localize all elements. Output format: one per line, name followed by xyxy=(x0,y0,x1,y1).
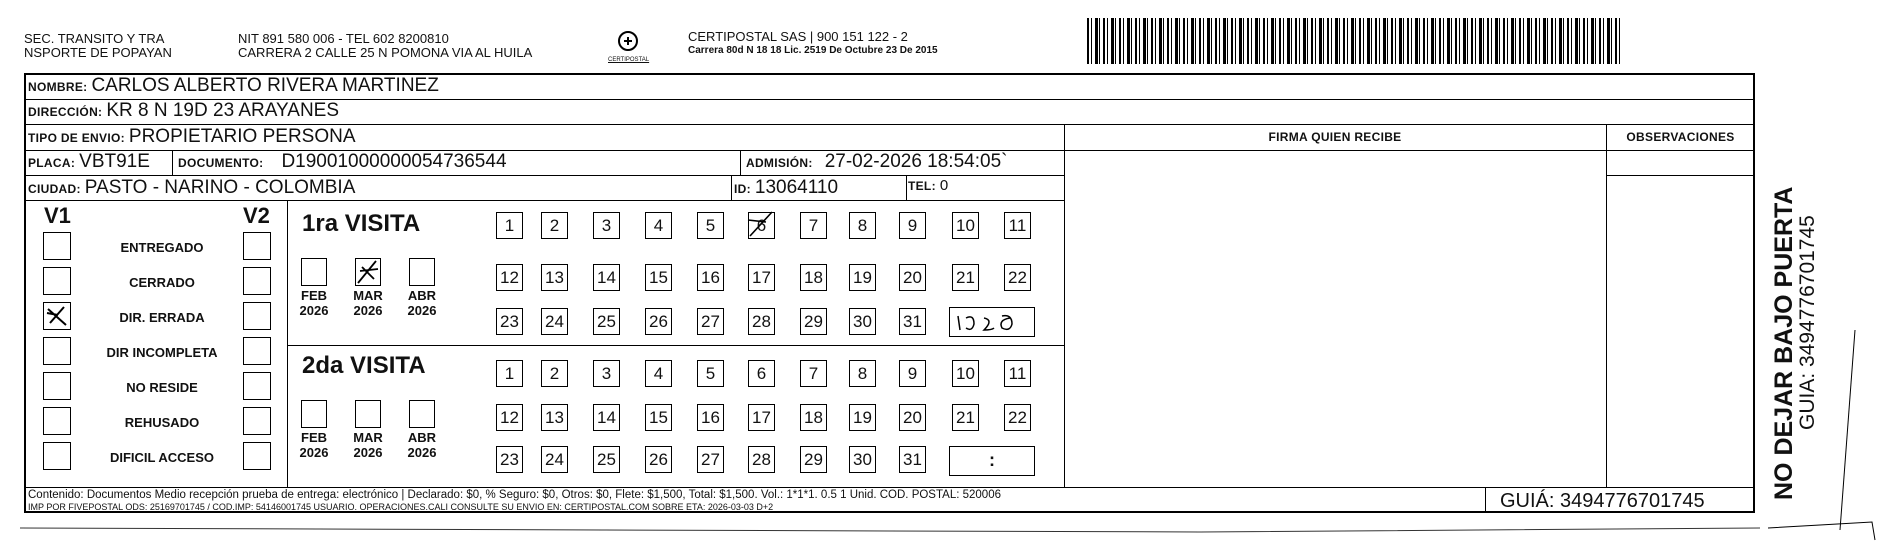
reason-label: DIR. ERRADA xyxy=(119,310,205,325)
tel-field: TEL: 0 xyxy=(908,177,949,194)
month-year: 2026 xyxy=(299,445,329,460)
day-box[interactable]: 26 xyxy=(645,446,672,473)
day-box[interactable]: 5 xyxy=(697,360,724,387)
observaciones-header: OBSERVACIONES xyxy=(1626,130,1735,144)
day-box[interactable]: 22 xyxy=(1004,404,1031,431)
sender-name: SEC. TRANSITO Y TRA NSPORTE DE POPAYAN xyxy=(24,31,172,60)
day-box[interactable]: 17 xyxy=(748,264,775,291)
day-box[interactable]: 14 xyxy=(593,404,620,431)
v2-header: V2 xyxy=(243,203,270,228)
day-box[interactable]: 29 xyxy=(800,446,827,473)
month-year: 2026 xyxy=(353,445,383,460)
day-box[interactable]: 27 xyxy=(697,446,724,473)
day-box[interactable]: 7 xyxy=(800,360,827,387)
footer-guia: GUIÁ: 3494776701745 xyxy=(1500,490,1705,512)
day-box[interactable]: 11 xyxy=(1004,212,1031,239)
day-box[interactable]: 31 xyxy=(899,446,926,473)
day-box[interactable]: 8 xyxy=(849,212,876,239)
day-box[interactable]: 6 xyxy=(748,360,775,387)
day-box[interactable]: 3 xyxy=(593,360,620,387)
second-visit-time-box[interactable]: : xyxy=(949,446,1035,476)
day-box[interactable]: 17 xyxy=(748,404,775,431)
day-box[interactable]: 27 xyxy=(697,308,724,335)
day-box[interactable]: 26 xyxy=(645,308,672,335)
placa-field: PLACA: VBT91E xyxy=(28,151,150,172)
nombre-field: NOMBRE: CARLOS ALBERTO RIVERA MARTINEZ xyxy=(28,75,439,96)
day-box[interactable]: 21 xyxy=(952,404,979,431)
footer-content-line: Contenido: Documentos Medio recepción prueba de entrega: electrónico | Declarado: $0, % Seguro: $0, Otros: $0, Flete: $1,500, Total: $1,500. Vol.: 1*1*1. 0.5 1 Unid. COD. POSTAL: 520006 xyxy=(28,489,1001,501)
side-guia: GUIA: 3494776701745 xyxy=(1796,215,1819,430)
reason-label: NO RESIDE xyxy=(126,380,198,395)
month-name: ABR xyxy=(407,430,437,445)
month-name: FEB xyxy=(301,288,327,303)
day-box[interactable]: 1 xyxy=(496,212,523,239)
day-box[interactable]: 13 xyxy=(541,264,568,291)
day-box[interactable]: 10 xyxy=(952,360,979,387)
day-box[interactable]: 6 xyxy=(748,212,775,239)
no-dejar-bajo-puerta: NO DEJAR BAJO PUERTA xyxy=(1770,186,1798,500)
day-box[interactable]: 25 xyxy=(593,308,620,335)
admision-field: ADMISIÓN: 27-02-2026 18:54:05` xyxy=(746,151,1008,172)
reason-label: CERRADO xyxy=(129,275,195,290)
day-box[interactable]: 13 xyxy=(541,404,568,431)
sender-contact: NIT 891 580 006 - TEL 602 8200810 CARRERA 2 CALLE 25 N POMONA VIA AL HUILA xyxy=(238,31,533,60)
day-box[interactable]: 18 xyxy=(800,404,827,431)
reason-label: DIFICIL ACCESO xyxy=(109,450,214,465)
first-visit-title: 1ra VISITA xyxy=(302,210,421,237)
reason-label: DIR INCOMPLETA xyxy=(106,345,218,360)
day-box[interactable]: 16 xyxy=(697,404,724,431)
day-box[interactable]: 28 xyxy=(748,446,775,473)
day-box[interactable]: 23 xyxy=(496,446,523,473)
certipostal-logo: CERTIPOSTAL xyxy=(608,30,648,63)
month-name: MAR xyxy=(353,430,383,445)
day-box[interactable]: 9 xyxy=(899,360,926,387)
day-box[interactable]: 24 xyxy=(541,308,568,335)
day-box[interactable]: 22 xyxy=(1004,264,1031,291)
id-field: ID: 13064110 xyxy=(734,177,839,198)
reason-label: ENTREGADO xyxy=(120,240,204,255)
second-visit-title: 2da VISITA xyxy=(302,352,426,379)
day-box[interactable]: 4 xyxy=(645,212,672,239)
day-box[interactable]: 3 xyxy=(593,212,620,239)
day-box[interactable]: 4 xyxy=(645,360,672,387)
month-year: 2026 xyxy=(299,303,329,318)
day-box[interactable]: 25 xyxy=(593,446,620,473)
ciudad-field: CIUDAD: PASTO - NARINO - COLOMBIA xyxy=(28,177,356,198)
day-box[interactable]: 11 xyxy=(1004,360,1031,387)
month-year: 2026 xyxy=(353,303,383,318)
tipo-envio-field: TIPO DE ENVIO: PROPIETARIO PERSONA xyxy=(28,126,356,147)
day-box[interactable]: 30 xyxy=(849,446,876,473)
day-box[interactable]: 10 xyxy=(952,212,979,239)
day-box[interactable]: 19 xyxy=(849,404,876,431)
day-box[interactable]: 19 xyxy=(849,264,876,291)
v1-header: V1 xyxy=(44,203,71,228)
day-box[interactable]: 12 xyxy=(496,264,523,291)
day-box[interactable]: 21 xyxy=(952,264,979,291)
day-box[interactable]: 15 xyxy=(645,404,672,431)
day-box[interactable]: 18 xyxy=(800,264,827,291)
day-box[interactable]: 12 xyxy=(496,404,523,431)
month-name: ABR xyxy=(407,288,437,303)
day-box[interactable]: 28 xyxy=(748,308,775,335)
footer-imp-line: IMP POR FIVEPOSTAL ODS: 25169701745 / COD.IMP: 54146001745 USUARIO. OPERACIONES.CALI CONSULTE SU ENVIO EN: CERTIPOSTAL.COM SOBRE ETA: 2026-03-03 D+2 xyxy=(28,502,774,512)
day-box[interactable]: 14 xyxy=(593,264,620,291)
day-box[interactable]: 31 xyxy=(899,308,926,335)
day-box[interactable]: 20 xyxy=(899,264,926,291)
day-box[interactable]: 15 xyxy=(645,264,672,291)
day-box[interactable]: 8 xyxy=(849,360,876,387)
carrier-info: CERTIPOSTAL SAS | 900 151 122 - 2 Carrera 80d N 18 18 Lic. 2519 De Octubre 23 De 2015 xyxy=(688,29,938,56)
day-box[interactable]: 16 xyxy=(697,264,724,291)
documento-field: DOCUMENTO: D19001000000054736544 xyxy=(178,151,507,172)
day-box[interactable]: 29 xyxy=(800,308,827,335)
direccion-field: DIRECCIÓN: KR 8 N 19D 23 ARAYANES xyxy=(28,100,340,121)
day-box[interactable]: 30 xyxy=(849,308,876,335)
month-name: MAR xyxy=(353,288,383,303)
month-name: FEB xyxy=(301,430,327,445)
day-box[interactable]: 7 xyxy=(800,212,827,239)
month-year: 2026 xyxy=(407,445,437,460)
day-box[interactable]: 24 xyxy=(541,446,568,473)
reason-label: REHUSADO xyxy=(124,415,200,430)
day-box[interactable]: 1 xyxy=(496,360,523,387)
day-box[interactable]: 2 xyxy=(541,212,568,239)
day-box[interactable]: 9 xyxy=(899,212,926,239)
day-box[interactable]: 2 xyxy=(541,360,568,387)
day-box[interactable]: 5 xyxy=(697,212,724,239)
firma-header: FIRMA QUIEN RECIBE xyxy=(1268,130,1402,144)
day-box[interactable]: 20 xyxy=(899,404,926,431)
month-year: 2026 xyxy=(407,303,437,318)
day-box[interactable]: 23 xyxy=(496,308,523,335)
